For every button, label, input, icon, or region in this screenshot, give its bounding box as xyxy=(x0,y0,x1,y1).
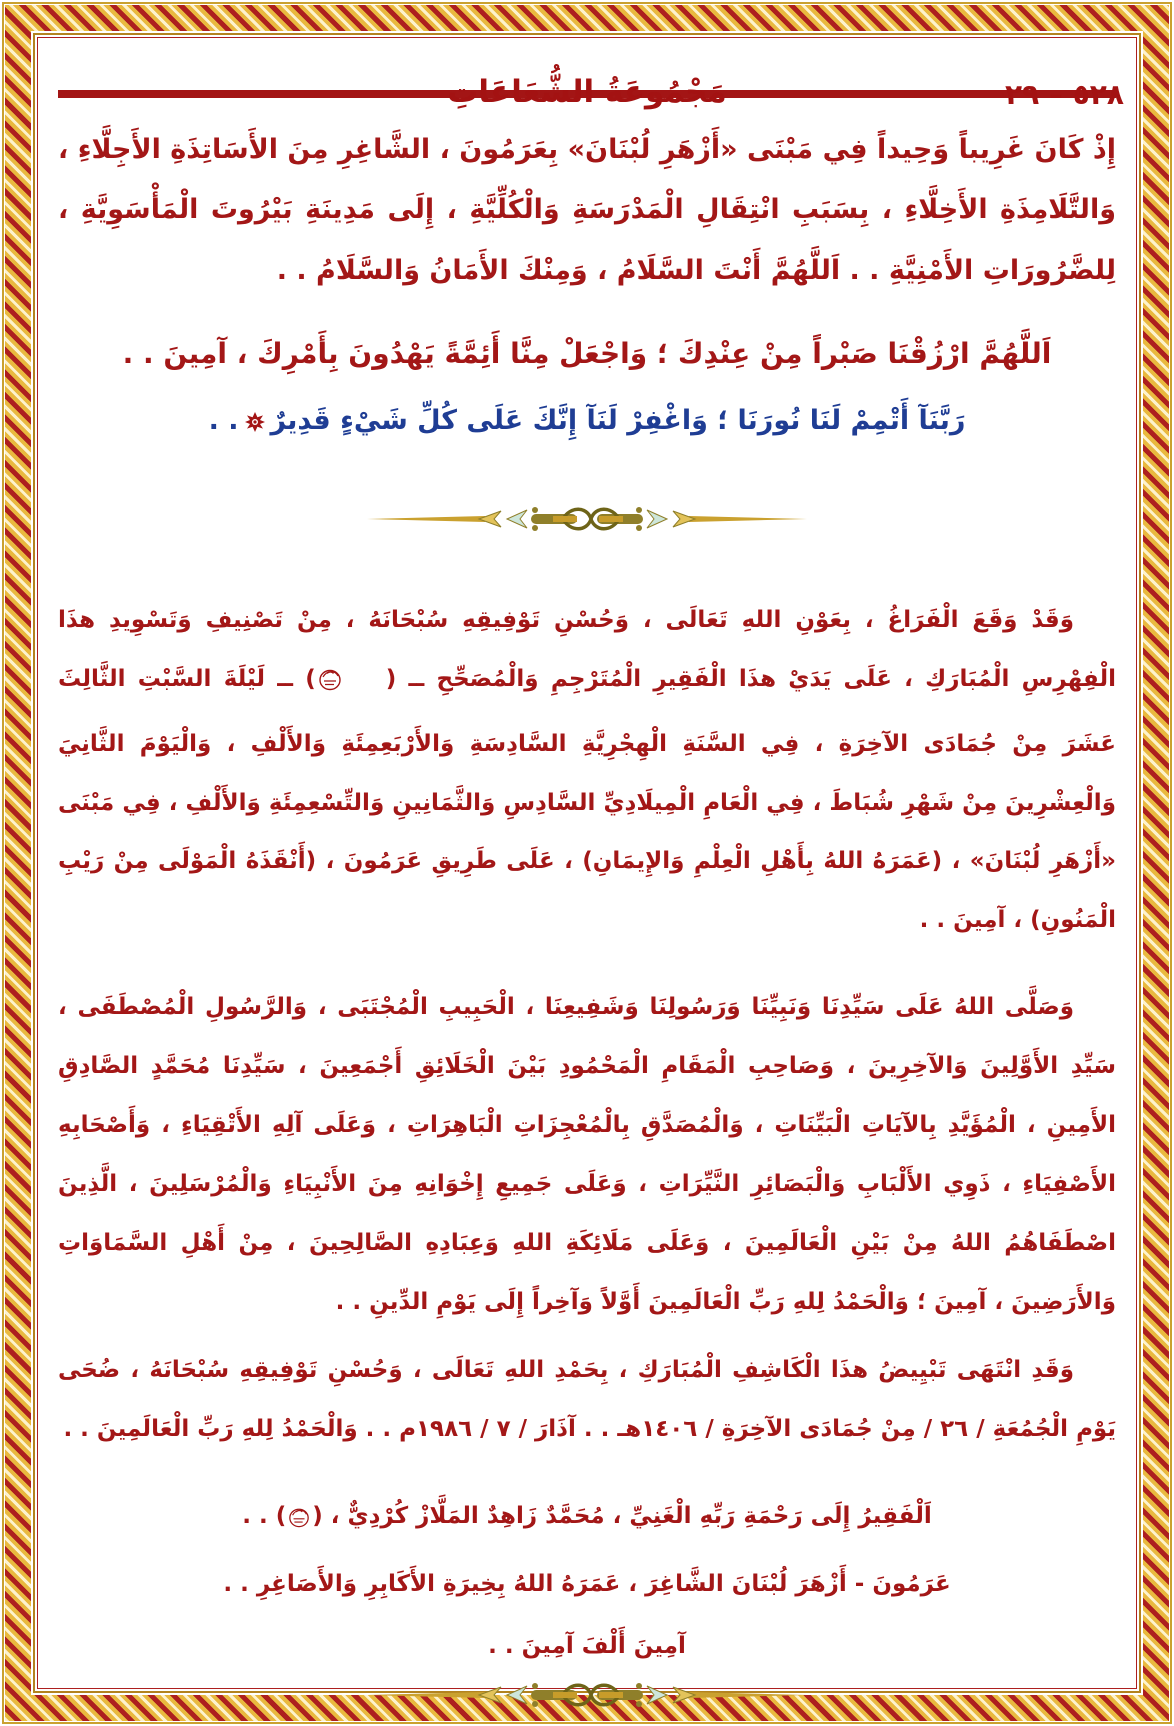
page-content xyxy=(58,44,1124,1682)
page-title: مَجْمُوعَةُ الشُّعَاعَاتِ xyxy=(447,74,727,110)
divider-ornament-bottom xyxy=(58,1677,1116,1717)
colophon-text-b: ) ــ لَيْلَةَ السَّبْتِ الثَّالِثَ عَشَرَ مِنْ جُمَادَى الآخِرَةِ ، فِي السَّنَةِ الْهِجْرِيَّةِ السَّادِسَةِ وَالأَرْبَعِمِئَةِ وَالأَلْفِ ، وَالْيَوْمَ الثَّانِيَ وَالْعِشْرِينَ مِنْ شَهْرِ شُبَاطَ ، فِي الْعَامِ الْمِيلَادِيِّ السَّادِسِ وَالثَّمَانِينِ وَالتِّسْعِمِئَةِ وَالأَلْفِ ، فِي مَبْنَى «أَزْهَرِ لُبْنَانَ» ، (عَمَرَهُ اللهُ بِأَهْلِ الْعِلْمِ وَالإِيمَانِ) ، عَلَى طَرِيقِ عَرَمُونَ ، (أَنْقَذَهُ الْمَوْلَى مِنْ رَيْبِ الْمَنُونِ) ، آمِينَ . . xyxy=(58,665,1116,934)
dua-line-blue xyxy=(58,395,1116,449)
signature-line-location: عَرَمُونَ - أَزْهَرَ لُبْنَانَ الشَّاغِرَ ، عَمَرَهُ اللهُ بِخِيرَةِ الأَكَابِرِ وَالأَصَاغِرِ . . xyxy=(223,1571,951,1598)
completion-paragraph: وَقَدِ انْتَهَى تَبْيِيضُ هذَا الْكَاشِفِ الْمُبَارَكِ ، بِحَمْدِ اللهِ تَعَالَى ، وَحُسْنِ تَوْفِيقِهِ سُبْحَانَهُ ، ضُحَى يَوْمِ الْجُمُعَةِ / ٢٦ / مِنْ جُمَادَى الآخِرَةِ / ١٤٠٦هـ . . آذَارَ / ٧ / ١٩٨٦م . . وَالْحَمْدُ لِلهِ رَبِّ الْعَالَمِينَ . . xyxy=(58,1357,1116,1443)
rub-el-hizb-rosette-icon xyxy=(245,398,265,449)
colophon-text-a: وَقَدْ وَقَعَ الْفَرَاغُ ، بِعَوْنِ اللهِ تَعَالَى ، وَحُسْنِ تَوْفِيقِهِ سُبْحَانَهُ ، مِنْ تَصْنِيفِ وَتَسْوِيدِ هذَا الْفِهْرِسِ الْمُبَارَكِ ، عَلَى يَدَيْ هذَا الْفَقِيرِ الْمُتَرْجِمِ وَالْمُصَحِّحِ ــ ( xyxy=(58,606,1116,692)
calligraphic-seal-icon xyxy=(318,656,384,715)
opening-paragraph: إِذْ كَانَ غَرِيباً وَحِيداً فِي مَبْنَى «أَزْهَرِ لُبْنَانَ» بِعَرَمُونَ ، الشَّاغِرِ مِنَ الأَسَاتِذَةِ الأَجِلَّاءِ ، وَالتَّلَامِذَةِ الأَخِلَّاءِ ، بِسَبَبِ انْتِقَالِ الْمَدْرَسَةِ وَالْكُلِّيَّةِ ، إِلَى مَدِينَةِ بَيْرُوتَ الْمَأْسَوِيَّةِ ، لِلضَّرُورَاتِ الأَمْنِيَّةِ . . اَللَّهُمَّ أَنْتَ السَّلَامُ ، وَمِنْكَ الأَمَانُ وَالسَّلَامُ . . xyxy=(58,134,1116,286)
signature-block xyxy=(58,1485,1116,1677)
signature-line-amen: آمِينَ أَلْفَ آمِينَ . . xyxy=(488,1633,686,1660)
dua-blue-text: رَبَّنَآ أَتْمِمْ لَنَا نُورَنَا ؛ وَاغْفِرْ لَنَآ إِنَّكَ عَلَى كُلِّ شَيْءٍ قَدِيرٌ xyxy=(270,404,966,436)
ornamental-rule-icon xyxy=(367,1677,807,1713)
page-number: ٥٢٨ – ٢٩ xyxy=(1005,78,1124,111)
signature-author-text: اَلْفَقِيرُ إِلَى رَحْمَةِ رَبِّهِ الْغَنِيِّ ، مُحَمَّدٌ زَاهِدٌ المَلَّازْ كُرْدِيٌّ ، ( xyxy=(312,1503,932,1530)
calligraphic-seal-icon xyxy=(288,1491,310,1553)
signature-line-author xyxy=(58,1485,1116,1553)
salawat-paragraph: وَصَلَّى اللهُ عَلَى سَيِّدِنَا وَنَبِيِّنَا وَرَسُولِنَا وَشَفِيعِنَا ، الْحَبِيبِ الْمُجْتَبَى ، وَالرَّسُولِ الْمُصْطَفَى ، سَيِّدِ الأَوَّلِينَ وَالآخِرِينَ ، وَصَاحِبِ الْمَقَامِ الْمَحْمُودِ بَيْنَ الْخَلَائِقِ أَجْمَعِينَ ، سَيِّدِنَا مُحَمَّدٍ الصَّادِقِ الأَمِينِ ، الْمُؤَيَّدِ بِالآيَاتِ الْبَيِّنَاتِ ، وَالْمُصَدَّقِ بِالْمُعْجِزَاتِ الْبَاهِرَاتِ ، وَعَلَى آلِهِ الأَتْقِيَاءِ ، وَأَصْحَابِهِ الأَصْفِيَاءِ ، ذَوِي الأَلْبَابِ وَالْبَصَائِرِ النَّيِّرَاتِ ، وَعَلَى جَمِيعِ إِخْوَانِهِ مِنَ الأَنْبِيَاءِ وَالْمُرْسَلِينَ ، الَّذِينَ اصْطَفَاهُمُ اللهُ مِنْ بَيْنِ الْعَالَمِينَ ، وَعَلَى مَلَائِكَةِ اللهِ وَعِبَادِهِ الصَّالِحِينَ ، مِنْ أَهْلِ السَّمَاوَاتِ وَالأَرَضِينَ ، آمِينَ ؛ وَالْحَمْدُ لِلهِ رَبِّ الْعَالَمِينَ أَوَّلاً وَآخِراً إِلَى يَوْمِ الدِّينِ . . xyxy=(58,994,1116,1315)
ornamental-rule-icon xyxy=(367,501,807,537)
colophon-paragraph xyxy=(58,591,1116,950)
dua-line-red: اَللَّهُمَّ ارْزُقْنَا صَبْراً مِنْ عِنْدِكَ ؛ وَاجْعَلْ مِنَّا أَئِمَّةً يَهْدُونَ بِأَمْرِكَ ، آمِينَ . . xyxy=(122,337,1052,371)
divider-ornament-top xyxy=(58,501,1116,541)
signature-author-tail: ) . . xyxy=(242,1503,287,1530)
dua-blue-tail: . . xyxy=(208,404,239,436)
